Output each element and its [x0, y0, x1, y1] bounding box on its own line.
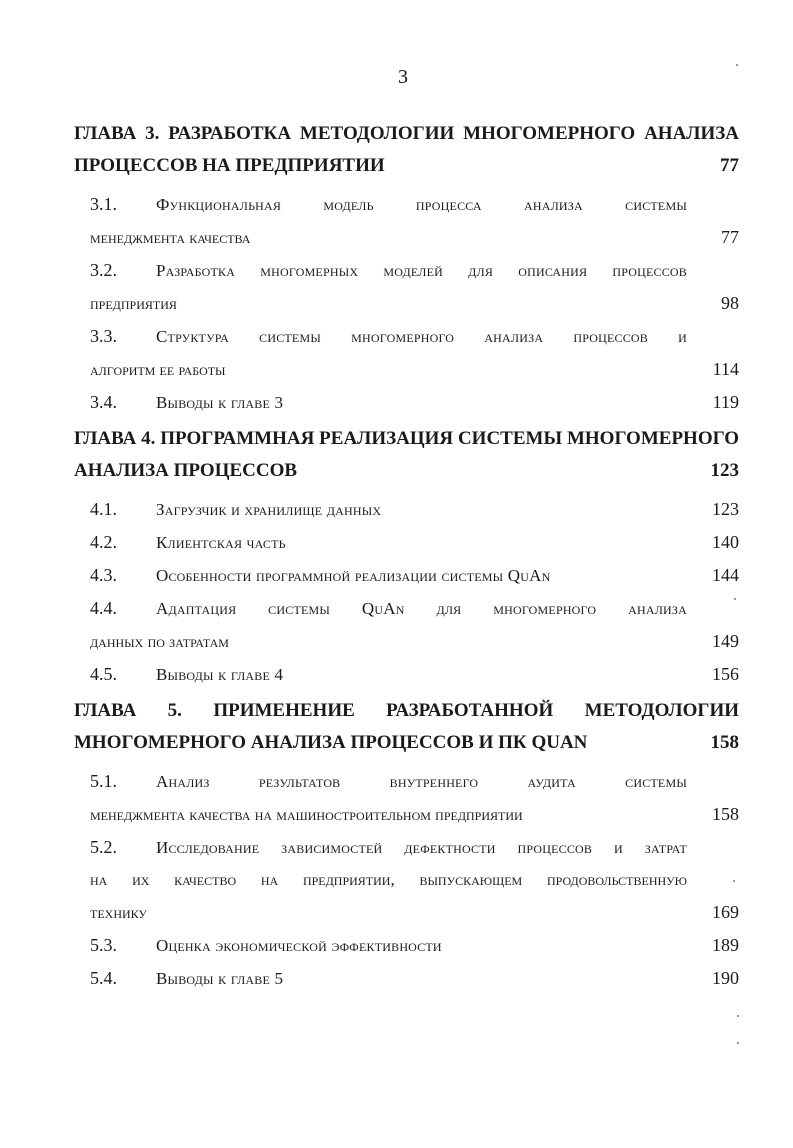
toc-entry	[90, 386, 739, 419]
section-number: 4.1.	[90, 499, 117, 519]
section-title: Загрузчик и хранилище данных	[156, 500, 382, 519]
toc-entry	[90, 592, 739, 658]
section-page: 190	[712, 968, 739, 988]
toc-entry	[90, 188, 739, 254]
section-title-cont: менеджмента качества на машиностроительном предприятии	[90, 805, 523, 824]
chapter-title-line: ГЛАВА 5. ПРИМЕНЕНИЕ РАЗРАБОТАННОЙ МЕТОДОЛОГИИ	[74, 700, 739, 721]
section-page: 140	[712, 532, 739, 552]
section-number: 5.2.	[90, 837, 117, 857]
page-number: 3	[398, 66, 408, 88]
chapter-3-sections	[90, 188, 739, 419]
section-number: 4.4.	[90, 598, 117, 618]
toc-entry	[90, 929, 739, 962]
section-title: Разработка многомерных моделей для описания процессов	[156, 261, 687, 280]
chapter-5-heading	[74, 695, 739, 759]
scan-artifact	[737, 1042, 739, 1044]
section-title-cont: на их качество на предприятии, выпускающем продовольственную	[90, 870, 687, 889]
section-number: 4.5.	[90, 664, 117, 684]
section-title-cont: технику	[90, 903, 147, 922]
section-number: 5.3.	[90, 935, 117, 955]
section-page: 149	[712, 631, 739, 651]
toc-entry	[90, 526, 739, 559]
section-title: Структура системы многомерного анализа процессов и	[156, 327, 687, 346]
section-page: 98	[721, 293, 739, 313]
section-number: 5.1.	[90, 771, 117, 791]
section-page: 119	[712, 392, 739, 412]
toc-entry	[90, 254, 739, 320]
section-title: Выводы к главе 3	[156, 393, 284, 412]
section-number: 5.4.	[90, 968, 117, 988]
section-number: 3.2.	[90, 260, 117, 280]
chapter-page: 158	[710, 732, 739, 753]
toc-entry	[90, 765, 739, 831]
section-title: Исследование зависимостей дефектности процессов и затрат	[156, 838, 687, 857]
section-page: 114	[712, 359, 739, 379]
section-page: 144	[712, 565, 739, 585]
section-page: 189	[712, 935, 739, 955]
section-page: 77	[721, 227, 739, 247]
section-page: 156	[712, 664, 739, 684]
scan-artifact	[736, 64, 738, 66]
chapter-5-sections	[90, 765, 739, 995]
chapter-page: 123	[710, 460, 739, 481]
table-of-contents	[74, 118, 739, 999]
scan-artifact	[734, 598, 736, 600]
section-title: Оценка экономической эффективности	[156, 936, 442, 955]
section-title: Функциональная модель процесса анализа системы	[156, 195, 687, 214]
chapter-title-text: АНАЛИЗА ПРОЦЕССОВ	[74, 460, 298, 481]
section-page: 123	[712, 499, 739, 519]
scan-artifact	[737, 1015, 739, 1017]
chapter-title-line	[74, 455, 739, 487]
toc-entry	[90, 559, 739, 592]
section-title-cont: менеджмента качества	[90, 228, 251, 247]
toc-entry	[90, 831, 739, 929]
toc-entry	[90, 658, 739, 691]
section-title: Особенности программной реализации системы QuAn	[156, 566, 551, 585]
section-title: Выводы к главе 4	[156, 665, 284, 684]
section-number: 3.4.	[90, 392, 117, 412]
toc-entry	[90, 320, 739, 386]
section-title-cont: алгоритм ее работы	[90, 360, 226, 379]
toc-entry	[90, 962, 739, 995]
section-number: 3.3.	[90, 326, 117, 346]
section-title-cont: предприятия	[90, 294, 177, 313]
scan-artifact	[733, 880, 735, 882]
section-number: 4.3.	[90, 565, 117, 585]
chapter-title-line: ГЛАВА 3. РАЗРАБОТКА МЕТОДОЛОГИИ МНОГОМЕРНОГО АНАЛИЗА	[74, 123, 739, 144]
chapter-title-text: ПРОЦЕССОВ НА ПРЕДПРИЯТИИ	[74, 155, 385, 176]
chapter-title-text: МНОГОМЕРНОГО АНАЛИЗА ПРОЦЕССОВ И ПК QUAN	[74, 732, 588, 753]
section-title: Клиентская часть	[156, 533, 286, 552]
chapter-4-heading	[74, 423, 739, 487]
chapter-3-heading	[74, 118, 739, 182]
section-title: Выводы к главе 5	[156, 969, 284, 988]
section-number: 3.1.	[90, 194, 117, 214]
chapter-title-line	[74, 727, 739, 759]
chapter-title-line: ГЛАВА 4. ПРОГРАММНАЯ РЕАЛИЗАЦИЯ СИСТЕМЫ МНОГОМЕРНОГО	[74, 428, 739, 449]
toc-entry	[90, 493, 739, 526]
section-title: Анализ результатов внутреннего аудита системы	[156, 772, 687, 791]
section-page: 169	[712, 902, 739, 922]
chapter-4-sections	[90, 493, 739, 691]
chapter-page: 77	[720, 155, 739, 176]
chapter-title-line	[74, 150, 739, 182]
section-title: Адаптация системы QuAn для многомерного анализа	[156, 599, 687, 618]
section-title-cont: данных по затратам	[90, 632, 229, 651]
section-page: 158	[712, 804, 739, 824]
section-number: 4.2.	[90, 532, 117, 552]
